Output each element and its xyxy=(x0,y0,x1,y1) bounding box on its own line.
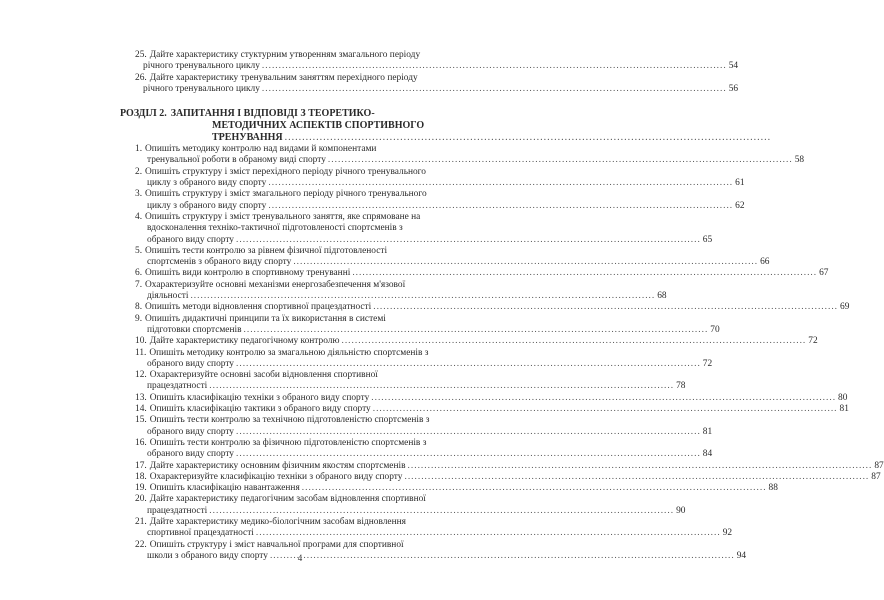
entry-line xyxy=(135,234,713,246)
entry-line xyxy=(135,494,457,505)
entry-line xyxy=(135,302,850,313)
entry-text: Опишіть класифікацію навантаження xyxy=(149,483,300,494)
toc-entry[interactable] xyxy=(135,483,778,494)
entry-text: Опишіть тести контролю за фізичною підготовленістю спортсменів з xyxy=(149,437,427,448)
entry-line xyxy=(135,257,770,268)
entry-number: 26. xyxy=(135,72,147,83)
entry-text-wrap xyxy=(135,483,300,493)
table-of-contents xyxy=(120,50,884,562)
entry-text: Дайте характеристику медико-біологічним засобам відновлення xyxy=(149,516,406,527)
leader-dots xyxy=(341,336,806,346)
entry-text-wrap xyxy=(135,302,371,312)
entry-page-number: 72 xyxy=(808,336,818,347)
entry-line xyxy=(135,314,457,325)
entry-line xyxy=(135,381,686,392)
entry-number: 7. xyxy=(135,279,143,290)
entry-number: 25. xyxy=(135,50,147,60)
entry-number: 12. xyxy=(135,370,147,381)
entry-page-number: 78 xyxy=(676,381,686,392)
entry-text: Охарактеризуйте основні механізми енергозабезпечення м'язової xyxy=(145,279,406,290)
toc-entry[interactable] xyxy=(135,268,829,279)
entry-line xyxy=(135,268,829,279)
entry-text: циклу з обраного виду спорту xyxy=(147,200,267,211)
entry-text: Опишіть методи відновлення спортивної працездатності xyxy=(145,302,372,313)
entry-line xyxy=(135,528,733,539)
toc-entry[interactable] xyxy=(135,245,770,269)
entry-page-number: 90 xyxy=(676,505,686,516)
leader-dots xyxy=(256,528,721,538)
toc-entry[interactable] xyxy=(135,516,733,540)
entry-number: 2. xyxy=(135,166,143,177)
entry-text: Опишіть види контролю в спортивному тренуванні xyxy=(145,268,351,279)
entry-line xyxy=(135,167,457,178)
entry-line xyxy=(135,178,745,189)
section-heading[interactable] xyxy=(120,108,457,144)
entry-number: 6. xyxy=(135,268,143,279)
entry-text: Охарактеризуйте основні засоби відновлення спортивної xyxy=(149,370,378,381)
toc-entry[interactable] xyxy=(135,313,720,337)
leader-dots xyxy=(373,404,838,414)
entry-number: 1. xyxy=(135,144,143,155)
leader-dots xyxy=(236,235,701,245)
entry-text: тренувальної роботи в обраному виді спорту xyxy=(147,155,326,166)
entry-number: 21. xyxy=(135,516,147,527)
entry-number: 8. xyxy=(135,302,143,313)
leader-dots xyxy=(285,132,772,144)
entry-line xyxy=(135,392,848,404)
leader-dots xyxy=(262,84,727,94)
toc-entry[interactable] xyxy=(135,279,667,303)
entry-line xyxy=(135,517,457,528)
entry-page-number: 81 xyxy=(702,426,713,437)
entries-list xyxy=(135,144,884,562)
leader-dots xyxy=(404,472,869,482)
entry-text: працездатності xyxy=(147,505,208,516)
entry-number: 19. xyxy=(135,483,147,494)
entry-line xyxy=(135,212,457,223)
entry-line xyxy=(135,348,457,359)
entry-text: спортсменів з обраного виду спорту xyxy=(147,257,292,268)
entry-text: діяльності xyxy=(147,291,189,302)
entry-text: циклу з обраного виду спорту xyxy=(147,178,267,189)
toc-entry[interactable] xyxy=(135,166,745,190)
entry-text: обраного виду спорту xyxy=(147,449,234,460)
entry-text: Опишіть класифікацію тактики з обраного виду спорту xyxy=(149,404,371,415)
entry-number: 3. xyxy=(135,189,143,200)
entry-page-number: 88 xyxy=(768,483,778,494)
section-title-line: МЕТОДИЧНИХ АСПЕКТІВ СПОРТИВНОГО xyxy=(212,120,425,132)
leader-dots xyxy=(209,381,674,391)
leader-dots xyxy=(190,291,655,301)
leader-dots xyxy=(293,257,758,267)
toc-entry[interactable] xyxy=(135,211,713,246)
entry-line xyxy=(135,415,457,426)
entry-line xyxy=(135,73,457,84)
leader-dots xyxy=(236,359,701,369)
entry-page-number: 84 xyxy=(702,449,713,460)
leader-dots xyxy=(236,427,701,437)
entry-line xyxy=(135,460,884,472)
entry-text: Опишіть структуру і зміст тренувального заняття, яке спрямоване на xyxy=(145,211,421,222)
entry-page-number: 92 xyxy=(722,528,733,539)
entry-page-number: 65 xyxy=(702,234,713,245)
entry-text: школи з обраного виду спорту xyxy=(147,550,268,561)
entry-number: 9. xyxy=(135,313,143,324)
entry-line xyxy=(135,280,457,291)
entry-number: 15. xyxy=(135,415,147,426)
entry-text: Опишіть структуру і зміст перехідного періоду річного тренувального xyxy=(145,166,426,177)
leader-dots xyxy=(352,268,817,278)
leader-dots xyxy=(371,393,836,403)
page-number: 4 xyxy=(297,553,303,563)
leader-dots xyxy=(302,483,767,493)
entry-text: Опишіть структуру і зміст навчальної програми для спортивної xyxy=(149,539,404,550)
entry-text: Опишіть структуру і зміст змагального періоду річного тренувального xyxy=(145,189,427,200)
toc-entry[interactable] xyxy=(135,404,849,415)
leader-dots xyxy=(328,155,793,165)
leader-dots xyxy=(209,506,674,516)
toc-entry[interactable] xyxy=(135,460,884,472)
entry-page-number: 68 xyxy=(657,291,667,302)
entry-text: річного тренувального циклу xyxy=(143,83,260,94)
entry-text-wrap xyxy=(135,268,350,278)
entry-line xyxy=(135,324,720,336)
entry-page-number: 72 xyxy=(702,358,713,369)
section-title-line: ТРЕНУВАННЯ xyxy=(212,132,283,144)
entry-line xyxy=(135,155,805,166)
entry-text: Дайте характеристику педагогічному контролю xyxy=(149,336,340,347)
entry-text: Дайте характеристику стуктурним утворенням змагального періоду xyxy=(149,50,421,60)
toc-entry[interactable] xyxy=(135,437,713,461)
toc-entry[interactable] xyxy=(135,144,805,167)
leader-dots xyxy=(244,325,709,335)
section-title-line: ЗАПИТАННЯ І ВІДПОВІДІ З ТЕОРЕТИКО- xyxy=(170,108,375,120)
toc-entry[interactable] xyxy=(135,50,739,73)
leader-dots xyxy=(268,178,733,188)
entry-line xyxy=(135,61,739,72)
toc-entry[interactable] xyxy=(135,392,848,404)
entry-line xyxy=(135,471,881,483)
entry-number: 10. xyxy=(135,336,147,347)
entry-page-number: 81 xyxy=(839,404,849,415)
entry-text: Опишіть дидактичні принципи та їх використання в системі xyxy=(145,313,386,324)
toc-entry[interactable] xyxy=(135,347,713,371)
entry-number: 13. xyxy=(135,392,147,403)
entry-text: підготовки спортсменів xyxy=(147,324,242,335)
entry-text-wrap xyxy=(135,461,406,471)
entry-text: спортивної працездатності xyxy=(147,528,254,539)
toc-entry[interactable] xyxy=(135,494,686,517)
entry-text: Опишіть тести контролю за рівнем фізичної підготовленості xyxy=(145,245,388,256)
toc-entry[interactable] xyxy=(135,370,686,393)
entry-text-wrap xyxy=(135,404,371,414)
entry-number: 17. xyxy=(135,460,147,471)
leader-dots xyxy=(373,302,838,312)
entry-line xyxy=(135,144,457,155)
entry-line xyxy=(135,336,818,347)
entry-line xyxy=(135,540,457,551)
entry-text: річного тренувального циклу xyxy=(143,61,260,72)
entry-page-number: 69 xyxy=(840,302,850,313)
entry-line xyxy=(135,404,849,415)
entry-line xyxy=(135,50,457,61)
previous-entries xyxy=(135,50,739,95)
entry-text: працездатності xyxy=(147,381,208,392)
entry-text: Опишіть методику контролю над видами й компонентами xyxy=(145,144,377,155)
entry-page-number: 67 xyxy=(819,268,829,279)
entry-text-wrap xyxy=(135,336,339,346)
entry-line xyxy=(135,223,457,234)
entry-text: Опишіть методику контролю за змагальною діяльністю спортсменів з xyxy=(149,347,429,358)
entry-text: Опишіть класифікацію техніки з обраного виду спорту xyxy=(149,392,370,403)
toc-entry[interactable] xyxy=(135,336,818,347)
entry-line xyxy=(135,246,457,257)
section-label: РОЗДІЛ 2. xyxy=(120,108,167,120)
entry-number: 14. xyxy=(135,404,147,415)
entry-page-number: 94 xyxy=(736,550,747,561)
leader-dots xyxy=(262,61,727,71)
entry-page-number: 87 xyxy=(874,460,884,471)
entry-number: 20. xyxy=(135,494,147,505)
entry-number: 22. xyxy=(135,539,147,550)
entry-number: 18. xyxy=(135,471,147,482)
entry-line xyxy=(135,449,713,460)
toc-entry[interactable] xyxy=(135,72,739,96)
entry-text: обраного виду спорту xyxy=(147,358,234,369)
entry-page-number: 66 xyxy=(760,257,770,268)
entry-text: Дайте характеристику педагогічним засобам відновлення спортивної xyxy=(149,494,426,505)
leader-dots xyxy=(268,201,733,211)
entry-line xyxy=(135,483,778,494)
entry-line xyxy=(135,358,713,370)
toc-entry[interactable] xyxy=(135,471,881,483)
entry-text: обраного виду спорту xyxy=(147,234,234,245)
entry-page-number: 58 xyxy=(794,155,805,166)
entry-page-number: 54 xyxy=(728,61,739,72)
entry-text: Опишіть тести контролю за технічною підготовленістю спортсменів з xyxy=(149,415,430,426)
entry-page-number: 56 xyxy=(728,83,739,94)
entry-page-number: 61 xyxy=(735,178,745,189)
entry-text-wrap xyxy=(135,393,369,403)
entry-page-number: 87 xyxy=(871,471,881,482)
toc-entry[interactable] xyxy=(135,189,745,212)
toc-entry[interactable] xyxy=(135,302,850,313)
entry-text-wrap xyxy=(135,472,402,482)
entry-line xyxy=(135,438,457,449)
entry-line xyxy=(135,200,745,212)
entry-number: 4. xyxy=(135,211,143,222)
entry-line xyxy=(135,426,713,438)
entry-number: 5. xyxy=(135,245,143,256)
entry-text: Дайте характеристику тренувальним заняттям перехідного періоду xyxy=(149,72,418,83)
entry-number: 11. xyxy=(135,347,147,358)
toc-entry[interactable] xyxy=(135,415,713,438)
entry-text: вдосконалення техніко-тактичної підготовленості спортсменів з xyxy=(147,223,403,234)
entry-page-number: 70 xyxy=(710,324,720,335)
entry-page-number: 80 xyxy=(838,392,848,403)
entry-text: обраного виду спорту xyxy=(147,426,234,437)
entry-text: Дайте характеристику основним фізичним якостям спортсменів xyxy=(149,460,406,471)
entry-line xyxy=(135,189,457,200)
entry-line xyxy=(135,370,457,381)
entry-line xyxy=(135,83,739,95)
leader-dots xyxy=(236,449,701,459)
entry-line xyxy=(135,291,667,302)
leader-dots xyxy=(408,461,873,471)
entry-line xyxy=(135,505,686,517)
entry-text: Охарактеризуйте класифікацію техніки з обраного виду спорту xyxy=(149,471,403,482)
entry-page-number: 62 xyxy=(735,200,745,211)
entry-number: 16. xyxy=(135,437,147,448)
